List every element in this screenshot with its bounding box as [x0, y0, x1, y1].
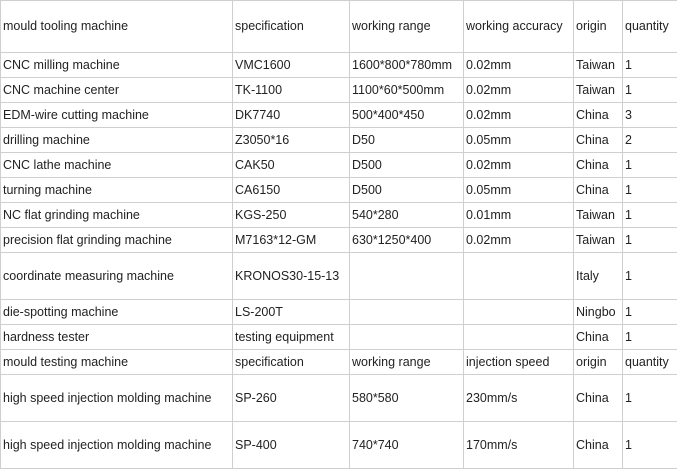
- working-range-cell: D500: [350, 153, 464, 178]
- specification-cell: SP-400: [233, 422, 350, 469]
- working-range-cell: 580*580: [350, 375, 464, 422]
- testing-header-row: [1, 350, 677, 375]
- working-range-cell: [350, 300, 464, 325]
- machine-name-cell: coordinate measuring machine: [1, 253, 233, 300]
- working-accuracy-cell: [464, 253, 574, 300]
- machine-name-cell: die-spotting machine: [1, 300, 233, 325]
- specification-cell: M7163*12-GM: [233, 228, 350, 253]
- working-range-cell: D50: [350, 128, 464, 153]
- specification-cell: LS-200T: [233, 300, 350, 325]
- injection-speed-cell: 170mm/s: [464, 422, 574, 469]
- working-accuracy-cell: 0.02mm: [464, 78, 574, 103]
- specification-cell: TK-1100: [233, 78, 350, 103]
- working-accuracy-cell: 0.02mm: [464, 53, 574, 78]
- origin-cell: China: [574, 375, 623, 422]
- quantity-cell: 1: [623, 78, 677, 103]
- working-accuracy-cell: 0.05mm: [464, 128, 574, 153]
- working-range-cell: 740*740: [350, 422, 464, 469]
- machine-name-cell: drilling machine: [1, 128, 233, 153]
- quantity-cell: 1: [623, 300, 677, 325]
- table-row: [1, 53, 677, 78]
- origin-cell: Taiwan: [574, 228, 623, 253]
- working-range-cell: 540*280: [350, 203, 464, 228]
- machine-name-cell: high speed injection molding machine: [1, 422, 233, 469]
- origin-cell: Taiwan: [574, 53, 623, 78]
- table-row: [1, 253, 677, 300]
- quantity-cell: 1: [623, 422, 677, 469]
- working-range-cell: [350, 253, 464, 300]
- table-row: [1, 128, 677, 153]
- quantity-cell: 1: [623, 325, 677, 350]
- table-row: [1, 375, 677, 422]
- origin-cell: China: [574, 128, 623, 153]
- table-row: [1, 153, 677, 178]
- header-cell: mould testing machine: [1, 350, 233, 375]
- table-row: [1, 203, 677, 228]
- machine-name-cell: CNC machine center: [1, 78, 233, 103]
- origin-cell: Ningbo: [574, 300, 623, 325]
- quantity-cell: 1: [623, 253, 677, 300]
- working-accuracy-cell: 0.02mm: [464, 153, 574, 178]
- header-cell: working accuracy: [464, 1, 574, 53]
- table-row: [1, 78, 677, 103]
- table-row: [1, 228, 677, 253]
- header-cell: working range: [350, 1, 464, 53]
- machine-name-cell: turning machine: [1, 178, 233, 203]
- origin-cell: China: [574, 153, 623, 178]
- specification-cell: VMC1600: [233, 53, 350, 78]
- quantity-cell: 1: [623, 375, 677, 422]
- header-cell: mould tooling machine: [1, 1, 233, 53]
- specification-cell: KRONOS30-15-13: [233, 253, 350, 300]
- machine-name-cell: high speed injection molding machine: [1, 375, 233, 422]
- table-row: [1, 178, 677, 203]
- working-range-cell: [350, 325, 464, 350]
- machine-name-cell: hardness tester: [1, 325, 233, 350]
- working-accuracy-cell: [464, 300, 574, 325]
- quantity-cell: 2: [623, 128, 677, 153]
- specification-cell: DK7740: [233, 103, 350, 128]
- working-range-cell: 1100*60*500mm: [350, 78, 464, 103]
- table-row: [1, 325, 677, 350]
- origin-cell: China: [574, 178, 623, 203]
- quantity-cell: 3: [623, 103, 677, 128]
- working-range-cell: 630*1250*400: [350, 228, 464, 253]
- machine-name-cell: EDM-wire cutting machine: [1, 103, 233, 128]
- origin-cell: China: [574, 325, 623, 350]
- specification-cell: KGS-250: [233, 203, 350, 228]
- quantity-cell: 1: [623, 203, 677, 228]
- header-cell: working range: [350, 350, 464, 375]
- table-row: [1, 422, 677, 469]
- working-accuracy-cell: 0.02mm: [464, 228, 574, 253]
- tooling-header-row: [1, 1, 677, 53]
- origin-cell: Taiwan: [574, 78, 623, 103]
- origin-cell: China: [574, 422, 623, 469]
- specification-cell: CAK50: [233, 153, 350, 178]
- machine-name-cell: NC flat grinding machine: [1, 203, 233, 228]
- working-range-cell: D500: [350, 178, 464, 203]
- injection-speed-cell: 230mm/s: [464, 375, 574, 422]
- working-accuracy-cell: 0.05mm: [464, 178, 574, 203]
- working-accuracy-cell: 0.01mm: [464, 203, 574, 228]
- origin-cell: China: [574, 103, 623, 128]
- header-cell: injection speed: [464, 350, 574, 375]
- specification-cell: CA6150: [233, 178, 350, 203]
- working-accuracy-cell: [464, 325, 574, 350]
- header-cell: quantity: [623, 350, 677, 375]
- origin-cell: Taiwan: [574, 203, 623, 228]
- quantity-cell: 1: [623, 153, 677, 178]
- header-cell: quantity: [623, 1, 677, 53]
- quantity-cell: 1: [623, 228, 677, 253]
- working-accuracy-cell: 0.02mm: [464, 103, 574, 128]
- table-row: [1, 103, 677, 128]
- machine-name-cell: CNC milling machine: [1, 53, 233, 78]
- header-cell: origin: [574, 350, 623, 375]
- working-range-cell: 500*400*450: [350, 103, 464, 128]
- machine-name-cell: precision flat grinding machine: [1, 228, 233, 253]
- specification-cell: SP-260: [233, 375, 350, 422]
- specification-cell: testing equipment: [233, 325, 350, 350]
- specification-cell: Z3050*16: [233, 128, 350, 153]
- quantity-cell: 1: [623, 178, 677, 203]
- origin-cell: Italy: [574, 253, 623, 300]
- header-cell: specification: [233, 350, 350, 375]
- table-row: [1, 300, 677, 325]
- header-cell: specification: [233, 1, 350, 53]
- working-range-cell: 1600*800*780mm: [350, 53, 464, 78]
- quantity-cell: 1: [623, 53, 677, 78]
- header-cell: origin: [574, 1, 623, 53]
- machine-name-cell: CNC lathe machine: [1, 153, 233, 178]
